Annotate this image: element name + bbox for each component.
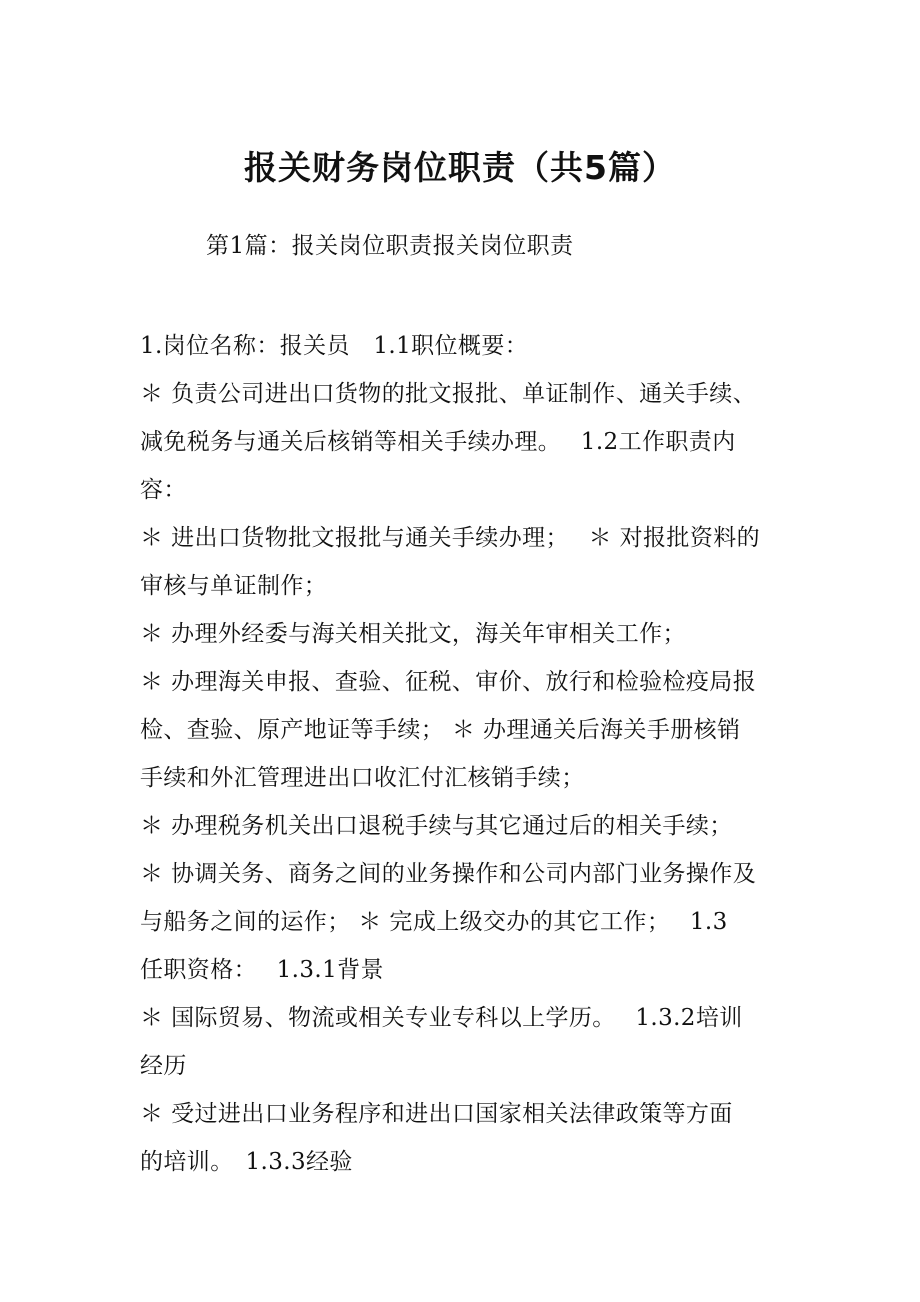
document-title: 报关财务岗位职责（共5篇） bbox=[244, 148, 676, 187]
body-line: ＊ 负责公司进出口货物的批文报批、单证制作、通关手续、 bbox=[140, 381, 757, 407]
body-line: 容： bbox=[140, 477, 187, 503]
body-line: 1.岗位名称：报关员 1.1职位概要： bbox=[140, 333, 529, 359]
body-line: 经历 bbox=[140, 1053, 187, 1079]
body-line: 与船务之间的运作； ＊ 完成上级交办的其它工作； 1.3 bbox=[140, 909, 728, 935]
body-line: 减免税务与通关后核销等相关手续办理。 1.2工作职责内 bbox=[140, 429, 736, 455]
body-line: ＊ 受过进出口业务程序和进出口国家相关法律政策等方面 bbox=[140, 1101, 733, 1127]
body-line: ＊ 进出口货物批文报批与通关手续办理； ＊ 对报批资料的 bbox=[140, 525, 761, 551]
document-subtitle: 第1篇：报关岗位职责报关岗位职责 bbox=[206, 233, 574, 259]
body-line: ＊ 办理海关申报、查验、征税、审价、放行和检验检疫局报 bbox=[140, 669, 757, 695]
body-line: ＊ 国际贸易、物流或相关专业专科以上学历。 1.3.2培训 bbox=[140, 1005, 743, 1031]
body-line: 任职资格： 1.3.1背景 bbox=[140, 957, 384, 983]
body-line: 的培训。 1.3.3经验 bbox=[140, 1149, 353, 1175]
body-line: 审核与单证制作； bbox=[140, 573, 328, 599]
body-line: 检、查验、原产地证等手续； ＊ 办理通关后海关手册核销 bbox=[140, 717, 741, 743]
document-body bbox=[140, 322, 782, 1186]
body-line: ＊ 协调关务、商务之间的业务操作和公司内部门业务操作及 bbox=[140, 861, 757, 887]
body-line: ＊ 办理外经委与海关相关批文，海关年审相关工作； bbox=[140, 621, 686, 647]
body-line: 手续和外汇管理进出口收汇付汇核销手续； bbox=[140, 765, 585, 791]
body-line: ＊ 办理税务机关出口退税手续与其它通过后的相关手续； bbox=[140, 813, 733, 839]
